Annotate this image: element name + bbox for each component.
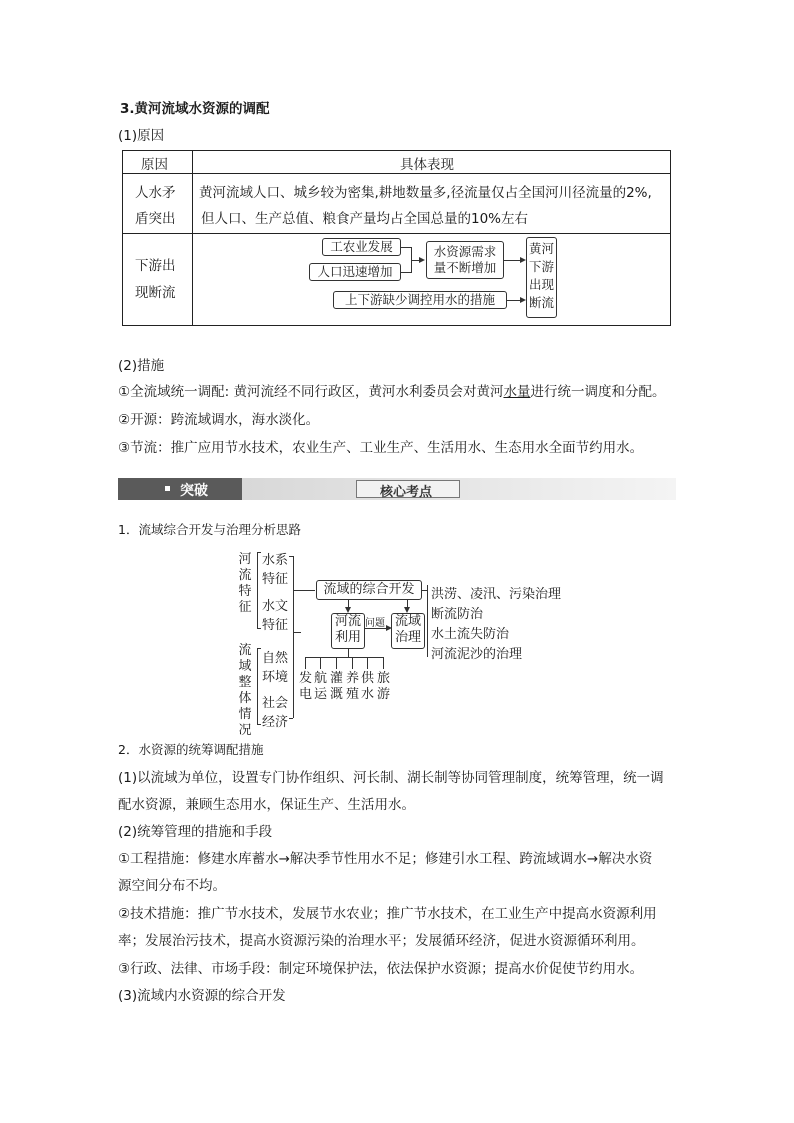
problem-label: 问题 bbox=[365, 618, 385, 629]
use-item: 航运 bbox=[313, 671, 327, 702]
point2-p2-3: ③行政、法律、市场手段：制定环境保护法，依法保护水资源；提高水价促使节约用水。 bbox=[118, 961, 644, 977]
flow-result-line: 下游 bbox=[528, 259, 554, 274]
point2-title: 2．水资源的统筹调配措施 bbox=[118, 742, 264, 757]
flow-result-box bbox=[526, 237, 557, 318]
use-item: 供水 bbox=[360, 671, 374, 702]
measure-2: ②开源：跨流域调水，海水淡化。 bbox=[118, 412, 320, 428]
water-system-label: 水系 特征 bbox=[262, 553, 289, 587]
section-banner bbox=[118, 478, 676, 500]
flow-population-box: 人口迅速增加 bbox=[309, 263, 401, 281]
basin-gov-box: 流域 治理 bbox=[391, 613, 425, 649]
flow-industry-box: 工农业发展 bbox=[322, 238, 401, 256]
use-item: 旅游 bbox=[376, 671, 390, 702]
row1-reason-line1: 人水矛 bbox=[135, 185, 176, 201]
point2-p2-2-line2: 率；发展治污技术，提高水资源污染的治理水平；发展循环经济，促进水资源循环利用。 bbox=[118, 933, 645, 949]
measure-1-underline: 水量 bbox=[503, 384, 531, 400]
social-econ-label: 社会 经济 bbox=[262, 696, 289, 730]
use-item: 发电 bbox=[298, 671, 312, 702]
measure-3: ③节流：推广应用节水技术，农业生产、工业生产、生活用水、生态用水全面节约用水。 bbox=[118, 440, 644, 456]
flow-demand-box bbox=[426, 241, 504, 279]
basin-overall-label: 流域整体情况 bbox=[238, 643, 252, 738]
reasons-heading: (1)原因 bbox=[118, 128, 165, 144]
table-header-detail: 具体表现 bbox=[400, 157, 454, 173]
row2-reason-line2: 现断流 bbox=[135, 285, 176, 301]
banner-right-label: 核心考点 bbox=[380, 485, 433, 500]
river-use-box: 河流 利用 bbox=[331, 613, 365, 649]
point2-p2-1-line2: 源空间分布不均。 bbox=[118, 878, 226, 894]
row1-reason-line2: 盾突出 bbox=[135, 211, 176, 227]
row2-reason-line1: 下游出 bbox=[135, 258, 176, 274]
use-item: 灌溉 bbox=[329, 671, 343, 702]
point2-p1-line2: 配水资源，兼顾生态用水，保证生产、生活用水。 bbox=[118, 797, 415, 813]
governance-item: 洪涝、凌汛、污染治理 bbox=[431, 587, 562, 602]
measure-1-text-end: 进行统一调度和分配。 bbox=[530, 384, 666, 400]
governance-item: 水土流失防治 bbox=[431, 627, 510, 642]
table-header-reason: 原因 bbox=[141, 157, 168, 173]
point2-p3-heading: (3)流域内水资源的综合开发 bbox=[118, 988, 286, 1004]
governance-item: 河流泥沙的治理 bbox=[431, 647, 523, 662]
row1-detail-line1: 黄河流域人口、城乡较为密集,耕地数量多,径流量仅占全国河川径流量的2%, bbox=[199, 185, 652, 201]
flow-result-line: 出现 bbox=[528, 277, 554, 292]
banner-left-label: 突破 bbox=[180, 483, 208, 499]
section-title: 3.黄河流域水资源的调配 bbox=[120, 101, 270, 117]
point2-p2-1-line1: ①工程措施：修建水库蓄水→解决季节性用水不足；修建引水工程、跨流域调水→解决水资 bbox=[118, 851, 653, 867]
governance-item: 断流防治 bbox=[431, 607, 484, 622]
river-features-label: 河流特征 bbox=[238, 552, 252, 615]
hydro-label: 水文 特征 bbox=[262, 599, 289, 633]
point1-title: 1．流域综合开发与治理分析思路 bbox=[118, 522, 301, 537]
point2-p1-line1: (1)以流域为单位，设置专门协作组织、河长制、湖长制等协同管理制度，统筹管理，统一调 bbox=[118, 770, 664, 786]
comprehensive-dev-box: 流域的综合开发 bbox=[316, 580, 422, 600]
natural-env-label: 自然 环境 bbox=[262, 651, 289, 685]
flow-demand-line2: 量不断增加 bbox=[433, 260, 497, 275]
measure-1 bbox=[118, 380, 665, 400]
measure-1-text: ①全流域统一调配: 黄河流经不同行政区，黄河水利委员会对黄河 bbox=[118, 384, 504, 400]
flow-demand-line1: 水资源需求 bbox=[433, 244, 497, 259]
measures-heading: (2)措施 bbox=[118, 358, 165, 374]
reasons-table bbox=[122, 150, 671, 326]
row1-detail-line2: 但人口、生产总值、粮食产量均占全国总量的10%左右 bbox=[201, 211, 529, 227]
flow-result-line: 黄河 bbox=[528, 241, 554, 256]
flow-lack-box: 上下游缺少调控用水的措施 bbox=[333, 291, 507, 309]
point2-p2-heading: (2)统筹管理的措施和手段 bbox=[118, 824, 273, 840]
point2-p2-2-line1: ②技术措施：推广节水技术，发展节水农业；推广节水技术，在工业生产中提高水资源利用 bbox=[118, 906, 657, 922]
flow-result-line: 断流 bbox=[528, 295, 554, 310]
use-item: 养殖 bbox=[345, 671, 359, 702]
